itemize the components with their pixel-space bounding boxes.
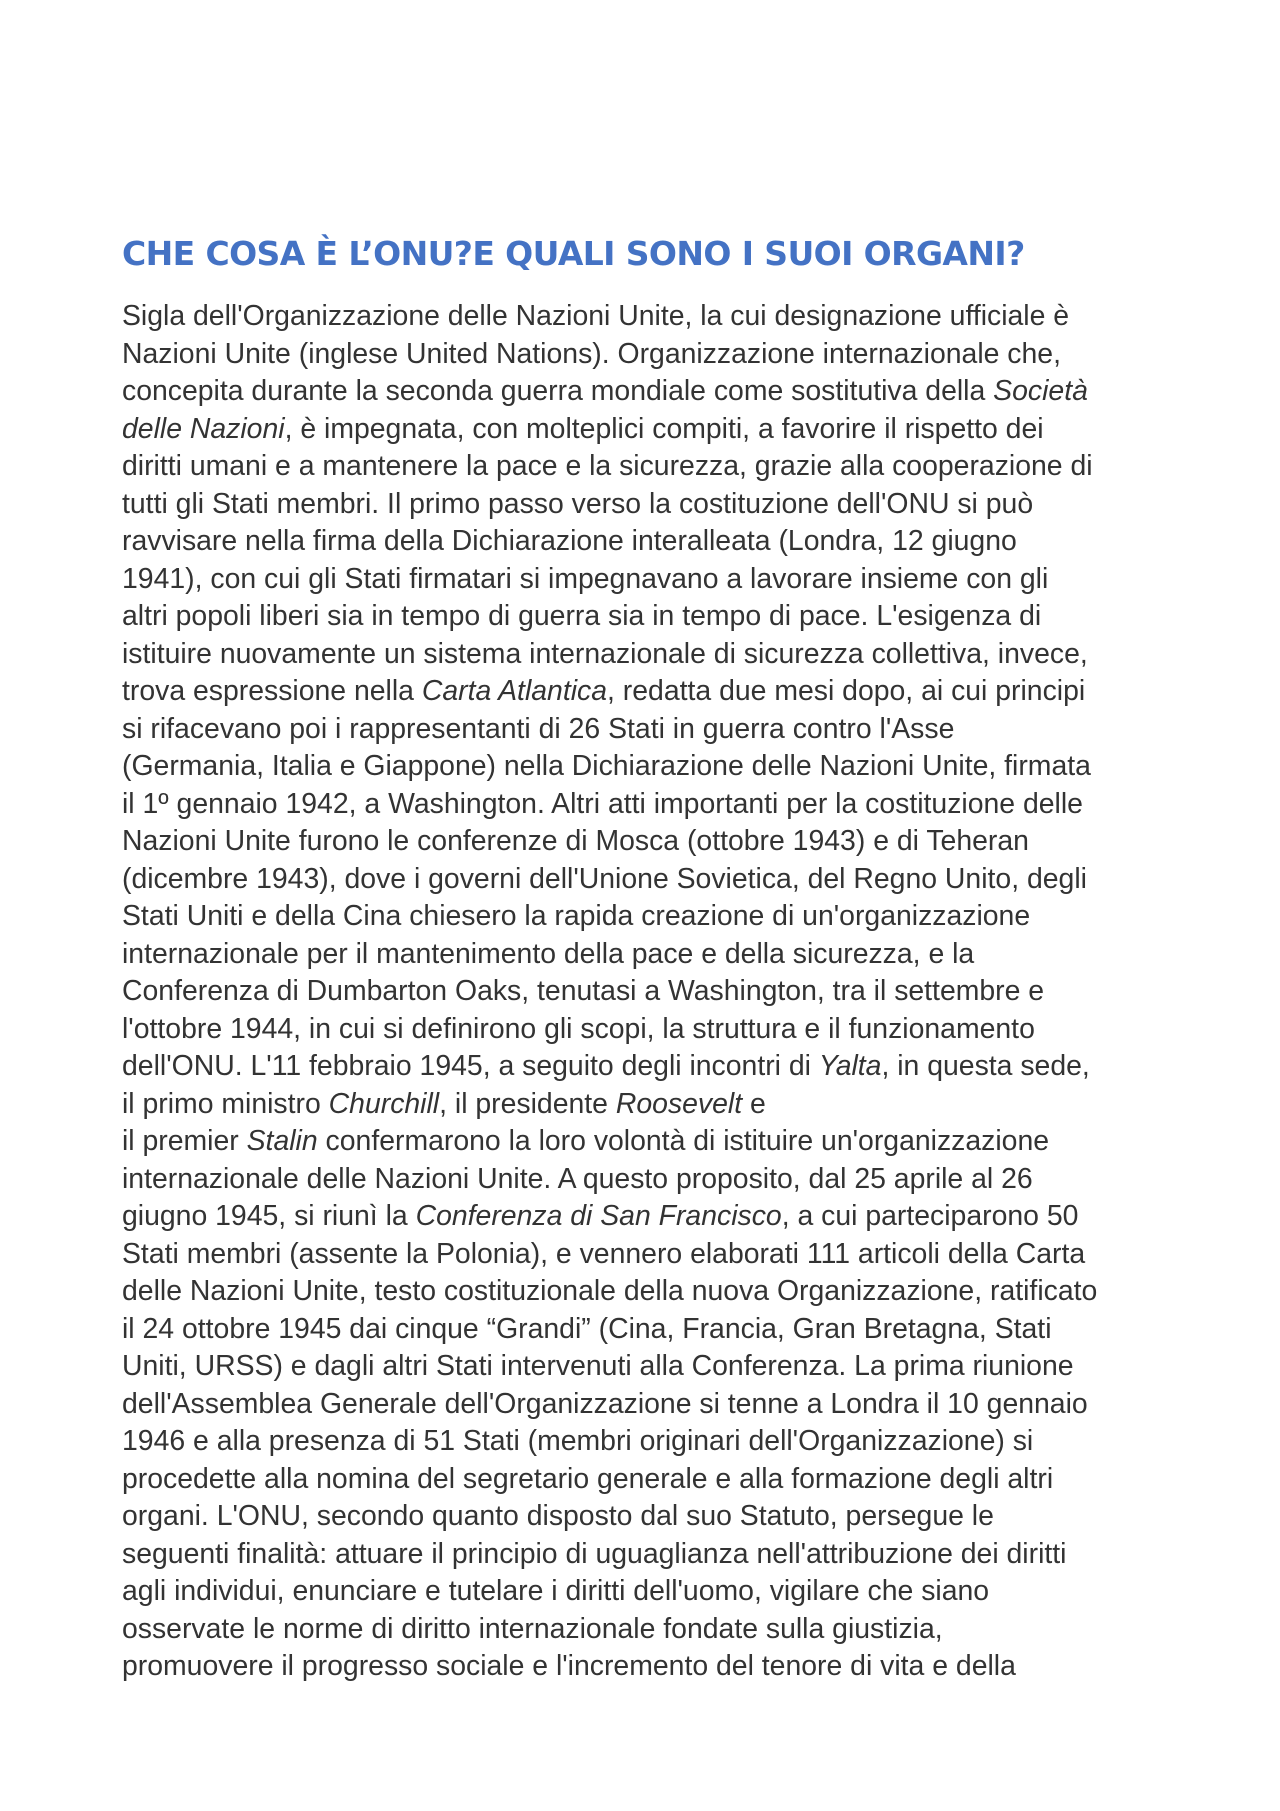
text-fragment: internazionale delle Nazioni Unite. A questo proposito, dal 25 aprile al 26 xyxy=(122,1162,1033,1195)
text-line xyxy=(122,336,1172,374)
text-fragment: procedette alla nomina del segretario generale e alla formazione degli altri xyxy=(122,1462,1054,1495)
text-line xyxy=(122,1348,1172,1386)
text-line xyxy=(122,1648,1172,1686)
text-line xyxy=(122,523,1172,561)
italic-term: Stalin xyxy=(246,1125,318,1157)
text-fragment: agli individui, enunciare e tutelare i diritti dell'uomo, vigilare che siano xyxy=(122,1575,990,1607)
text-fragment: (dicembre 1943), dove i governi dell'Unione Sovietica, del Regno Unito, degli xyxy=(122,862,1087,895)
text-fragment: Nazioni Unite furono le conferenze di Mosca (ottobre 1943) e di Teheran xyxy=(122,825,1029,857)
text-line xyxy=(122,1011,1172,1049)
text-line xyxy=(122,1048,1172,1086)
text-line xyxy=(122,1386,1172,1424)
text-line xyxy=(122,1311,1172,1349)
text-fragment: giugno 1945, si riunì la xyxy=(122,1200,416,1232)
text-fragment: , redatta due mesi dopo, ai cui principi xyxy=(607,675,1086,707)
text-fragment: , in questa sede, xyxy=(881,1050,1090,1082)
text-fragment: Stati membri (assente la Polonia), e vennero elaborati 111 articoli della Carta xyxy=(122,1237,1086,1270)
italic-term: Churchill xyxy=(328,1087,440,1120)
text-fragment: , è impegnata, con molteplici compiti, a favorire il rispetto dei xyxy=(284,412,1044,445)
text-line xyxy=(122,411,1172,449)
text-fragment: si rifacevano poi i rappresentanti di 26 Stati in guerra contro l'Asse xyxy=(122,712,955,745)
text-fragment: Conferenza di Dumbarton Oaks, tenutasi a Washington, tra il settembre e xyxy=(122,975,1045,1007)
text-fragment: e xyxy=(742,1087,766,1120)
text-fragment: confermarono la loro volontà di istituire un'organizzazione xyxy=(317,1125,1050,1157)
text-line xyxy=(122,1236,1172,1274)
text-fragment: trova espressione nella xyxy=(122,675,422,707)
italic-term: Conferenza di San Francisco xyxy=(415,1200,782,1232)
text-line xyxy=(122,1273,1172,1311)
text-line xyxy=(122,711,1172,749)
text-fragment: tutti gli Stati membri. Il primo passo verso la costituzione dell'ONU si può xyxy=(122,487,1034,520)
text-line xyxy=(122,298,1172,336)
page-title: CHE COSA È L’ONU?E QUALI SONO I SUOI ORGANI? xyxy=(122,234,1025,273)
text-fragment: Stati Uniti e della Cina chiesero la rapida creazione di un'organizzazione xyxy=(122,900,1031,932)
text-fragment: ravvisare nella firma della Dichiarazione interalleata (Londra, 12 giugno xyxy=(122,525,1017,557)
italic-term: delle Nazioni xyxy=(122,412,285,445)
text-line xyxy=(122,1573,1172,1611)
body-paragraph xyxy=(122,298,1172,1686)
text-fragment: organi. L'ONU, secondo quanto disposto dal suo Statuto, persegue le xyxy=(122,1500,994,1532)
text-line xyxy=(122,1423,1172,1461)
text-fragment: istituire nuovamente un sistema internazionale di sicurezza collettiva, invece, xyxy=(122,637,1088,670)
text-line xyxy=(122,598,1172,636)
text-fragment: il premier xyxy=(122,1125,247,1157)
text-fragment: diritti umani e a mantenere la pace e la sicurezza, grazie alla cooperazione di xyxy=(122,450,1093,482)
text-line xyxy=(122,373,1172,411)
text-line xyxy=(122,673,1172,711)
text-fragment: Sigla dell'Organizzazione delle Nazioni Unite, la cui designazione ufficiale è xyxy=(122,300,1070,332)
text-fragment: Nazioni Unite (inglese United Nations). Organizzazione internazionale che, xyxy=(122,337,1061,370)
text-fragment: altri popoli liberi sia in tempo di guerra sia in tempo di pace. L'esigenza di xyxy=(122,600,1042,632)
text-fragment: delle Nazioni Unite, testo costituzionale della nuova Organizzazione, ratificato xyxy=(122,1275,1098,1307)
text-fragment: , a cui parteciparono 50 xyxy=(781,1200,1079,1232)
italic-term: Società xyxy=(993,375,1088,407)
text-fragment: promuovere il progresso sociale e l'incremento del tenore di vita e della xyxy=(122,1650,1016,1682)
text-line xyxy=(122,898,1172,936)
italic-term: Roosevelt xyxy=(615,1087,743,1120)
text-line xyxy=(122,561,1172,599)
text-line xyxy=(122,786,1172,824)
text-fragment: seguenti finalità: attuare il principio di uguaglianza nell'attribuzione dei diritti xyxy=(122,1537,1067,1570)
text-line xyxy=(122,486,1172,524)
text-line xyxy=(122,1123,1172,1161)
text-line xyxy=(122,1611,1172,1649)
text-line xyxy=(122,1161,1172,1199)
text-fragment: 1941), con cui gli Stati firmatari si impegnavano a lavorare insieme con gli xyxy=(122,562,1049,595)
text-fragment: il 1º gennaio 1942, a Washington. Altri atti importanti per la costituzione delle xyxy=(122,787,1083,820)
text-line xyxy=(122,973,1172,1011)
text-line xyxy=(122,823,1172,861)
text-line xyxy=(122,1198,1172,1236)
text-line xyxy=(122,448,1172,486)
text-line xyxy=(122,1461,1172,1499)
text-fragment: dell'Assemblea Generale dell'Organizzazione si tenne a Londra il 10 gennaio xyxy=(122,1387,1088,1420)
text-fragment: 1946 e alla presenza di 51 Stati (membri originari dell'Organizzazione) si xyxy=(122,1425,1034,1457)
text-fragment: l'ottobre 1944, in cui si definirono gli scopi, la struttura e il funzionamento xyxy=(122,1012,1035,1045)
text-fragment: (Germania, Italia e Giappone) nella Dichiarazione delle Nazioni Unite, firmata xyxy=(122,750,1091,782)
text-fragment: concepita durante la seconda guerra mondiale come sostitutiva della xyxy=(122,375,994,407)
text-line xyxy=(122,1498,1172,1536)
text-line xyxy=(122,748,1172,786)
text-fragment: , il presidente xyxy=(439,1087,616,1120)
text-fragment: internazionale per il mantenimento della pace e della sicurezza, e la xyxy=(122,937,975,970)
italic-term: Yalta xyxy=(818,1050,882,1082)
text-fragment: dell'ONU. L'11 febbraio 1945, a seguito degli incontri di xyxy=(122,1050,819,1082)
text-fragment: Uniti, URSS) e dagli altri Stati intervenuti alla Conferenza. La prima riunione xyxy=(122,1350,1074,1382)
italic-term: Carta Atlantica xyxy=(421,675,608,707)
text-fragment: osservate le norme di diritto internazionale fondate sulla giustizia, xyxy=(122,1612,943,1645)
text-line xyxy=(122,1536,1172,1574)
text-line xyxy=(122,861,1172,899)
text-fragment: il primo ministro xyxy=(122,1087,329,1120)
text-line xyxy=(122,936,1172,974)
text-line xyxy=(122,636,1172,674)
text-line xyxy=(122,1086,1172,1124)
text-fragment: il 24 ottobre 1945 dai cinque “Grandi” (Cina, Francia, Gran Bretagna, Stati xyxy=(122,1312,1052,1345)
